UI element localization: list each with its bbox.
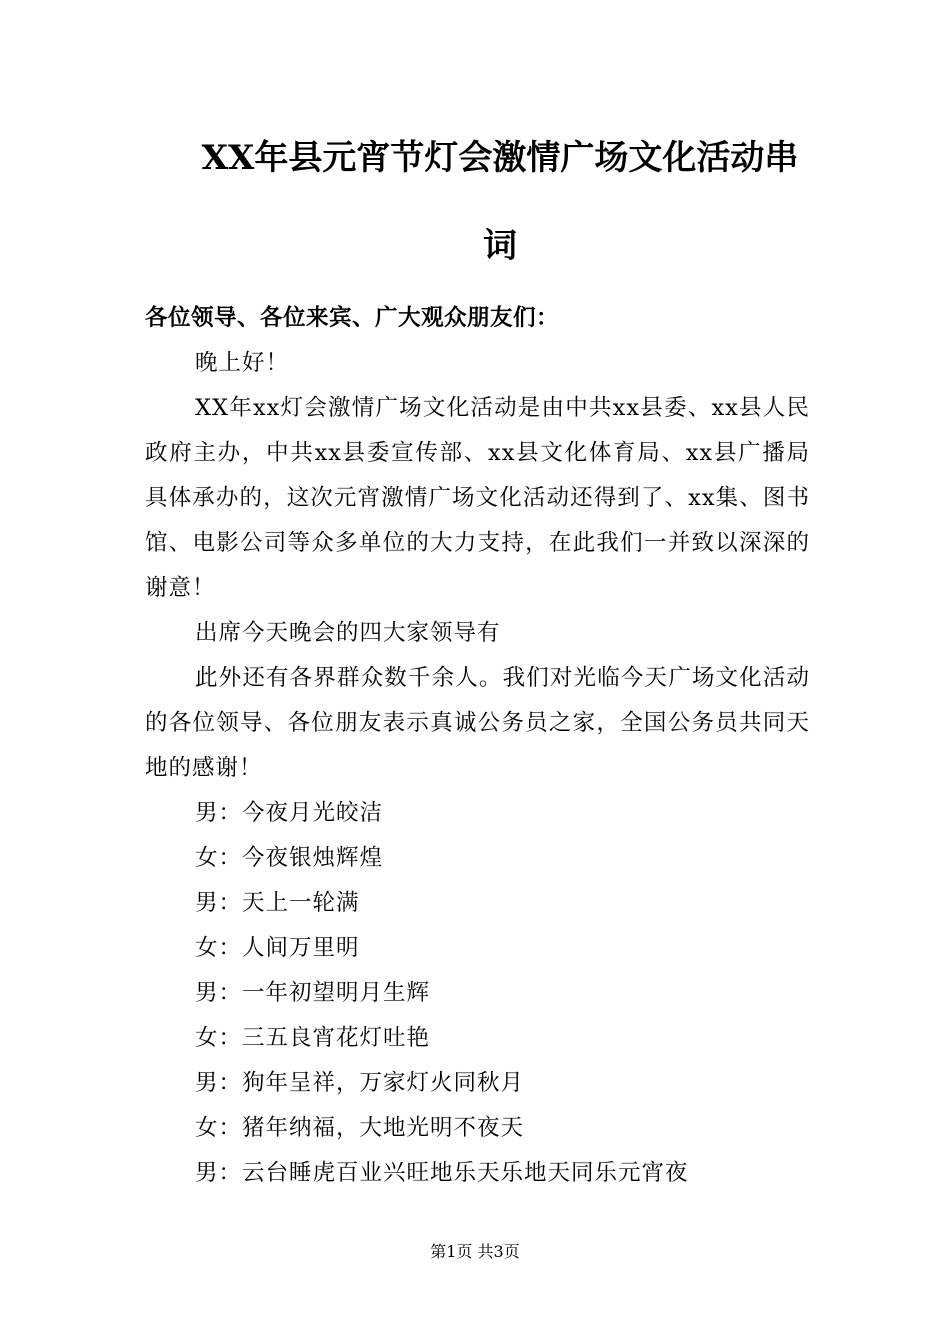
- document-title-line-1: XX年县元宵节灯会激情广场文化活动串: [201, 138, 799, 178]
- dialogue-line: 女：今夜银烛辉煌: [195, 845, 384, 871]
- greeting: 各位领导、各位来宾、广大观众朋友们：: [145, 305, 560, 331]
- dialogue-line: 男：云台睡虎百业兴旺地乐天乐地天同乐元宵夜: [195, 1160, 689, 1186]
- dialogue-line: 男：狗年呈祥，万家灯火同秋月: [195, 1070, 525, 1096]
- page-number-footer: 第1页 共3页: [430, 1242, 520, 1261]
- dialogue-line: 男：天上一轮满: [195, 890, 360, 916]
- paragraph: XX年xx灯会激情广场文化活动是由中共xx县委、xx县人民政府主办，中共xx县委宣传部、xx县文化体育局、xx县广播局具体承办的，这次元宵激情广场文化活动还得到了、xx集、图书馆、电影公司等众多单位的大力支持，在此我们一并致以深深的谢意！: [145, 395, 810, 601]
- dialogue-line: 男：今夜月光皎洁: [195, 800, 384, 826]
- dialogue-line: 女：猪年纳福，大地光明不夜天: [195, 1115, 525, 1141]
- paragraph: 出席今天晚会的四大家领导有: [195, 620, 501, 646]
- dialogue-line: 女：三五良宵花灯吐艳: [195, 1025, 431, 1051]
- document-title-line-2: 词: [483, 226, 517, 266]
- paragraph: 此外还有各界群众数千余人。我们对光临今天广场文化活动的各位领导、各位朋友表示真诚公务员之家，全国公务员共同天地的感谢！: [145, 665, 810, 781]
- dialogue-line: 男：一年初望明月生辉: [195, 980, 431, 1006]
- dialogue-line: 女：人间万里明: [195, 935, 360, 961]
- paragraph: 晚上好！: [195, 350, 290, 376]
- document-body: [145, 296, 810, 1196]
